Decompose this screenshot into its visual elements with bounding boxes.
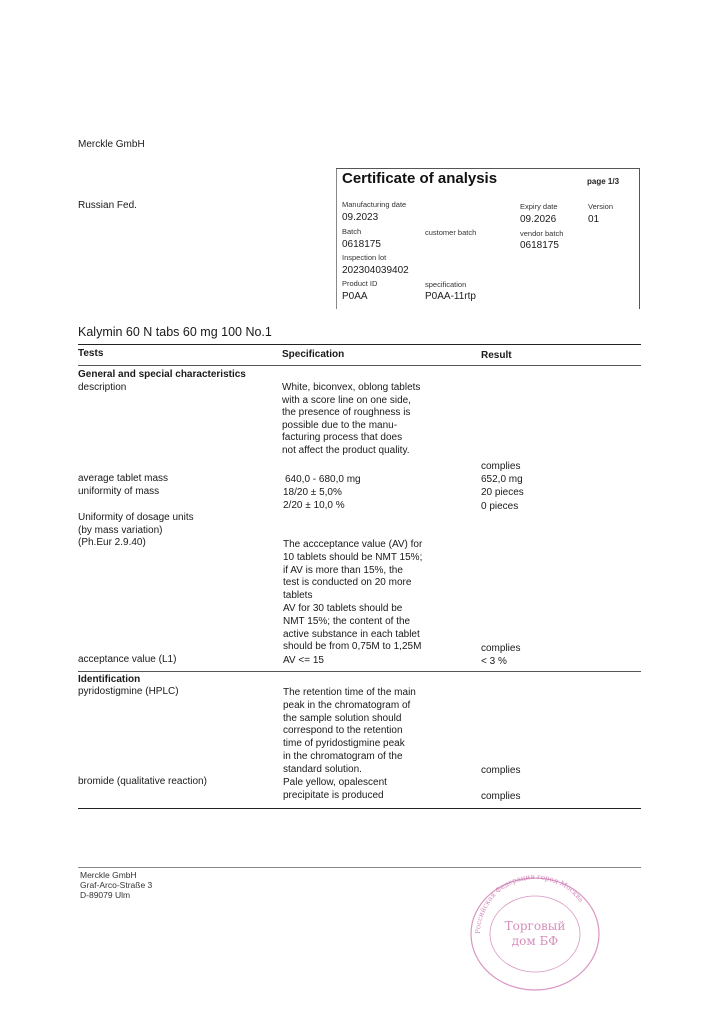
page-indicator: page 1/3 (587, 177, 620, 186)
table-top-rule (78, 344, 641, 345)
spec-line: 10 tablets should be NMT 15%; (283, 551, 423, 563)
spec-line: the sample solution should (283, 712, 402, 724)
dosage-result: complies (481, 643, 521, 654)
uniformity-spec-1: 18/20 ± 5,0% (283, 487, 342, 498)
spec-line: Pale yellow, opalescent (283, 777, 387, 788)
header-bottom-rule (78, 365, 641, 366)
header-tests: Tests (78, 348, 104, 359)
avg-mass-result: 652,0 mg (481, 474, 523, 485)
header-specification: Specification (282, 349, 345, 360)
manufacturing-date: 09.2023 (342, 212, 379, 223)
footer-address (80, 870, 152, 900)
batch-label: Batch (342, 227, 362, 236)
customer-batch-label: customer batch (425, 228, 477, 237)
spec-line: peak in the chromatogram of (283, 699, 411, 711)
section-divider (78, 671, 641, 672)
batch-value: 0618175 (342, 239, 381, 250)
footer-city: D-89079 Ulm (80, 890, 131, 900)
spec-line: if AV is more than 15%, the (283, 564, 403, 576)
description-label: description (78, 382, 127, 393)
spec-line: facturing process that does (282, 432, 403, 443)
dosage-label (78, 512, 194, 550)
dosage-label-line: (Ph.Eur 2.9.40) (78, 537, 146, 548)
certificate-header-box (336, 168, 640, 309)
uniformity-result-1: 20 pieces (481, 487, 524, 498)
spec-line: White, biconvex, oblong tablets (282, 382, 421, 393)
spec-line: The accceptance value (AV) for (283, 539, 423, 550)
vendor-batch-label: vendor batch (520, 229, 564, 238)
description-result: complies (481, 461, 521, 472)
vendor-batch-value: 0618175 (520, 240, 559, 251)
avg-mass-label: average tablet mass (78, 473, 169, 484)
spec-line: NMT 15%; the content of the (283, 615, 411, 627)
stamp-outer-text: Российская Федерация город Москва (473, 874, 586, 935)
section-identification: Identification (78, 674, 141, 685)
stamp-inner-text-1: Торговый (504, 919, 566, 933)
spec-line: AV for 30 tablets should be (283, 602, 403, 614)
acceptance-result: < 3 % (481, 656, 507, 667)
spec-line: not affect the product quality. (282, 444, 410, 456)
uniformity-result-2: 0 pieces (481, 501, 519, 512)
inspection-lot-label: Inspection lot (342, 253, 387, 262)
product-title: Kalymin 60 N tabs 60 mg 100 No.1 (78, 325, 272, 339)
spec-line: correspond to the retention (283, 725, 403, 737)
dosage-label-line: Uniformity of dosage units (78, 512, 194, 523)
spec-line: The retention time of the main (283, 687, 416, 698)
spec-line: with a score line on one side, (282, 394, 411, 406)
bromide-result: complies (481, 791, 521, 802)
pyridostigmine-result: complies (481, 765, 521, 776)
dosage-spec (283, 539, 422, 654)
inspection-lot-value: 202304039402 (342, 265, 409, 276)
company-stamp (462, 874, 608, 994)
acceptance-label: acceptance value (L1) (78, 654, 177, 665)
dosage-label-line: (by mass variation) (78, 524, 163, 536)
specification-value: P0AA-11rtp (425, 291, 476, 302)
spec-line: test is conducted on 20 more (283, 577, 412, 589)
product-id-value: P0AA (342, 291, 368, 302)
expiry-date-label: Expiry date (520, 202, 558, 211)
manufacturing-date-label: Manufacturing date (342, 200, 407, 209)
bromide-spec (283, 777, 387, 803)
spec-line: in the chromatogram of the (283, 750, 403, 762)
pyridostigmine-spec (283, 687, 416, 777)
version-label: Version (588, 202, 614, 211)
specification-label: specification (425, 280, 467, 289)
uniformity-label: uniformity of mass (78, 486, 160, 497)
sender-company: Merckle GmbH (78, 139, 145, 150)
bromide-label: bromide (qualitative reaction) (78, 776, 207, 787)
avg-mass-spec: 640,0 - 680,0 mg (285, 474, 361, 485)
stamp-seal-icon (462, 874, 608, 994)
footer-company: Merckle GmbH (80, 870, 137, 880)
spec-line: active substance in each tablet (283, 628, 420, 640)
acceptance-spec: AV <= 15 (283, 655, 324, 666)
spec-line: the presence of roughness is (282, 407, 411, 418)
footer-street: Graf-Arco-Straße 3 (80, 880, 153, 890)
uniformity-spec-2: 2/20 ± 10,0 % (283, 500, 345, 511)
section-general: General and special characteristics (78, 369, 246, 380)
recipient-country: Russian Fed. (78, 200, 137, 211)
stamp-inner-text-2: дом БФ (511, 934, 559, 948)
spec-line: tablets (283, 590, 313, 602)
spec-line: time of pyridostigmine peak (283, 738, 405, 750)
table-bottom-rule (78, 808, 641, 809)
footer-rule (78, 867, 641, 868)
header-result: Result (481, 350, 512, 361)
spec-line: precipitate is produced (283, 789, 384, 801)
product-id-label: Product ID (342, 279, 378, 288)
spec-line: standard solution. (283, 763, 362, 775)
pyridostigmine-label: pyridostigmine (HPLC) (78, 686, 179, 697)
spec-line: should be from 0,75M to 1,25M (283, 641, 422, 653)
version-value: 01 (588, 214, 600, 225)
expiry-date: 09.2026 (520, 214, 557, 225)
description-spec (282, 382, 420, 457)
certificate-title: Certificate of analysis (342, 170, 498, 187)
spec-line: possible due to the manu- (282, 419, 398, 431)
